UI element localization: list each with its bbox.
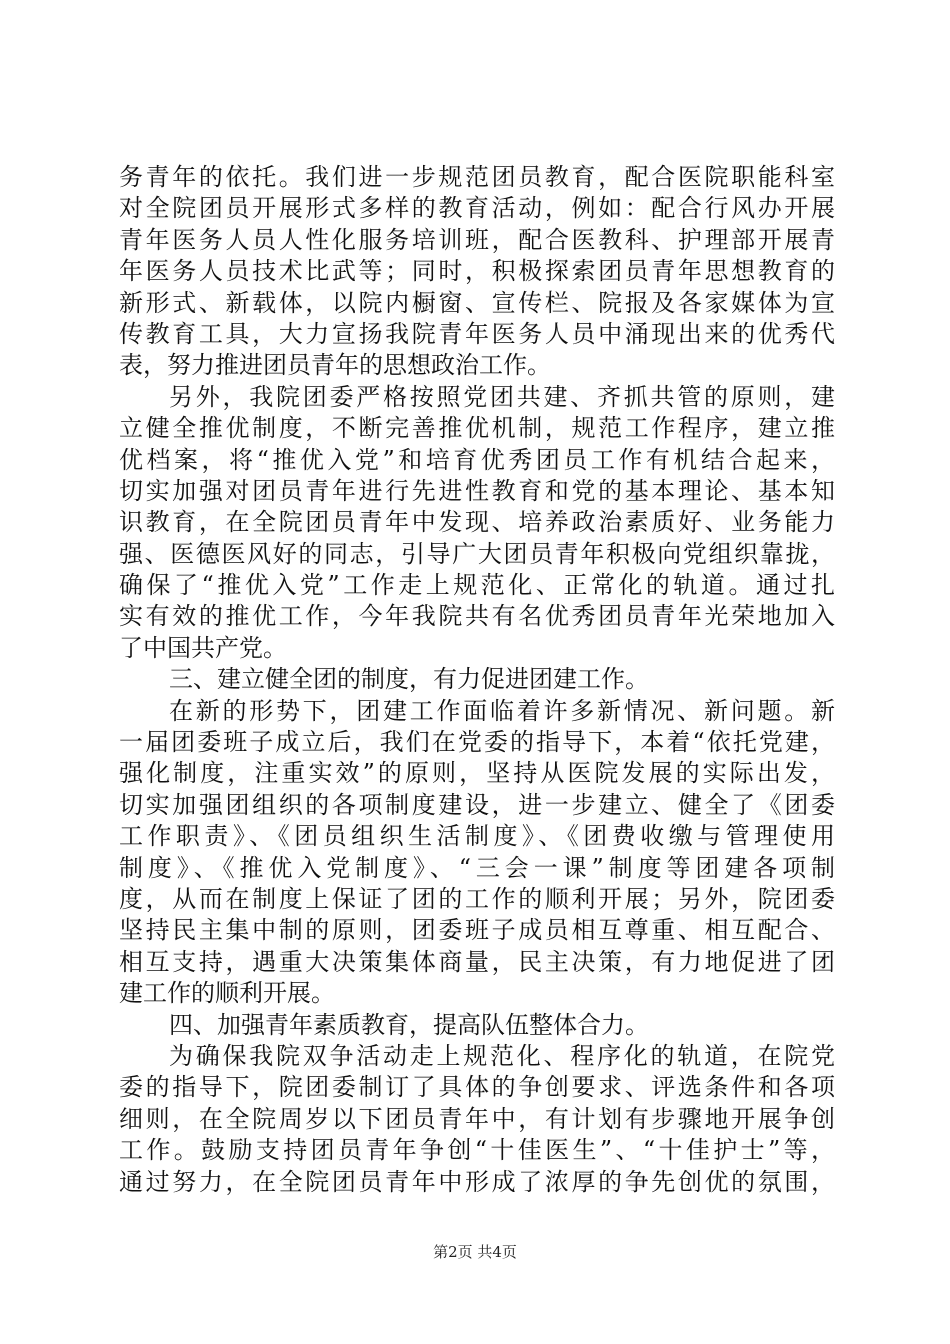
text-line: 坚持民主集中制的原则，团委班子成员相互尊重、相互配合、 — [119, 916, 835, 945]
text-line: 切实加强团组织的各项制度建设，进一步建立、健全了《团委 — [119, 790, 835, 819]
text-line: 细则，在全院周岁以下团员青年中，有计划有步骤地开展争创 — [119, 1104, 835, 1133]
page-footer — [0, 1241, 950, 1262]
paragraph — [119, 382, 835, 665]
text-line: 一届团委班子成立后，我们在党委的指导下，本着“依托党建， — [119, 728, 835, 757]
text-line: 新形式、新载体，以院内橱窗、宣传栏、院报及各家媒体为宣 — [119, 288, 835, 317]
text-line: 传教育工具，大力宣扬我院青年医务人员中涌现出来的优秀代 — [119, 319, 835, 348]
text-line: 优档案，将“推优入党”和培育优秀团员工作有机结合起来， — [119, 445, 835, 474]
text-line: 了中国共产党。 — [119, 633, 287, 662]
text-line: 青年医务人员人性化服务培训班，配合医教科、护理部开展青 — [119, 225, 835, 254]
text-line: 制度》、《推优入党制度》、“三会一课”制度等团建各项制 — [119, 853, 835, 882]
text-line: 识教育，在全院团员青年中发现、培养政治素质好、业务能力 — [119, 508, 835, 537]
paragraph — [119, 696, 835, 1010]
text-line: 年医务人员技术比武等；同时，积极探索团员青年思想教育的 — [119, 257, 835, 286]
text-line: 表，努力推进团员青年的思想政治工作。 — [119, 351, 551, 380]
section-heading — [119, 664, 835, 695]
text-line: 通过努力，在全院团员青年中形成了浓厚的争先创优的氛围， — [119, 1167, 835, 1196]
page-number-label: 第2页 共4页 — [433, 1243, 517, 1261]
text-line: 相互支持，遇重大决策集体商量，民主决策，有力地促进了团 — [119, 947, 835, 976]
text-line: 四、加强青年素质教育，提高队伍整体合力。 — [169, 1010, 649, 1039]
text-line: 实有效的推优工作，今年我院共有名优秀团员青年光荣地加入 — [119, 602, 835, 631]
text-line: 另外，我院团委严格按照党团共建、齐抓共管的原则，建 — [169, 382, 835, 411]
text-line: 强、医德医风好的同志，引导广大团员青年积极向党组织靠拢， — [119, 539, 835, 568]
paragraph — [119, 1041, 835, 1198]
text-line: 工作职责》、《团员组织生活制度》、《团费收缴与管理使用 — [119, 822, 835, 851]
text-line: 立健全推优制度，不断完善推优机制，规范工作程序，建立推 — [119, 414, 835, 443]
text-line: 为确保我院双争活动走上规范化、程序化的轨道，在院党 — [169, 1041, 835, 1070]
text-line: 务青年的依托。我们进一步规范团员教育，配合医院职能科室 — [119, 163, 835, 191]
text-line: 委的指导下，院团委制订了具体的争创要求、评选条件和各项 — [119, 1073, 835, 1102]
text-line: 三、建立健全团的制度，有力促进团建工作。 — [169, 665, 649, 694]
text-line: 对全院团员开展形式多样的教育活动，例如：配合行风办开展 — [119, 194, 835, 223]
text-line: 建工作的顺利开展。 — [119, 979, 335, 1008]
text-line: 度，从而在制度上保证了团的工作的顺利开展；另外，院团委 — [119, 884, 835, 913]
section-heading — [119, 1010, 835, 1041]
text-line: 切实加强对团员青年进行先进性教育和党的基本理论、基本知 — [119, 476, 835, 505]
paragraph — [119, 162, 835, 382]
text-line: 强化制度，注重实效”的原则，坚持从医院发展的实际出发， — [119, 759, 835, 788]
text-line: 确保了“推优入党”工作走上规范化、正常化的轨道。通过扎 — [119, 571, 835, 600]
document-body — [119, 162, 835, 1198]
text-line: 在新的形势下，团建工作面临着许多新情况、新问题。新 — [169, 696, 835, 725]
text-line: 工作。鼓励支持团员青年争创“十佳医生”、“十佳护士”等， — [119, 1136, 835, 1165]
